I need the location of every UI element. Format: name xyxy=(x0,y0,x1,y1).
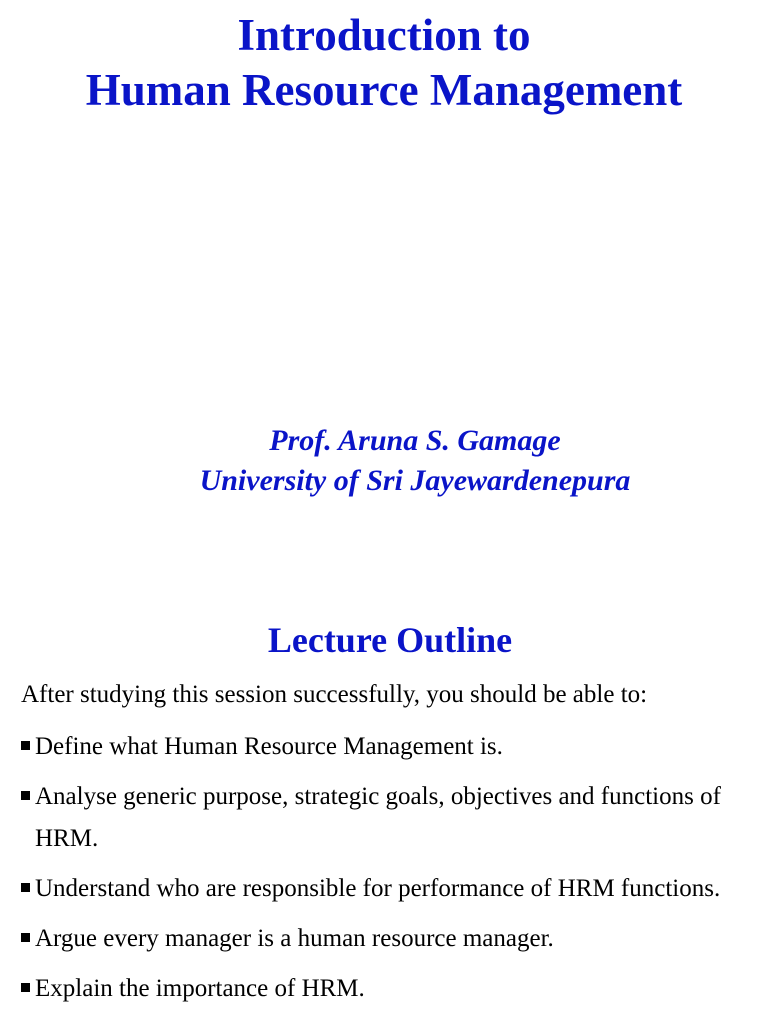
list-item xyxy=(0,918,768,960)
objectives-list xyxy=(0,726,768,1018)
square-bullet-icon xyxy=(21,983,30,992)
list-item xyxy=(0,726,768,768)
objective-text: Understand who are responsible for performance of HRM functions. xyxy=(35,875,721,902)
list-item xyxy=(0,776,768,860)
square-bullet-icon xyxy=(21,741,30,750)
document-title xyxy=(0,8,768,118)
list-item xyxy=(0,968,768,1010)
outline-intro: After studying this session successfully, you should be able to: xyxy=(21,681,648,708)
objective-text: Argue every manager is a human resource manager. xyxy=(35,925,554,952)
square-bullet-icon xyxy=(21,791,30,800)
square-bullet-icon xyxy=(21,883,30,892)
objective-text: Analyse generic purpose, strategic goals, objectives and functions of HRM. xyxy=(35,783,721,852)
author-block xyxy=(100,421,730,501)
title-line-1: Introduction to xyxy=(237,10,531,60)
author-affiliation: University of Sri Jayewardenepura xyxy=(199,464,631,497)
author-name: Prof. Aruna S. Gamage xyxy=(269,424,561,457)
title-line-2: Human Resource Management xyxy=(85,65,683,115)
objective-text: Explain the importance of HRM. xyxy=(35,975,365,1002)
objective-text: Define what Human Resource Management is. xyxy=(35,733,503,760)
square-bullet-icon xyxy=(21,933,30,942)
lecture-outline-heading: Lecture Outline xyxy=(267,620,513,660)
list-item xyxy=(0,868,768,910)
